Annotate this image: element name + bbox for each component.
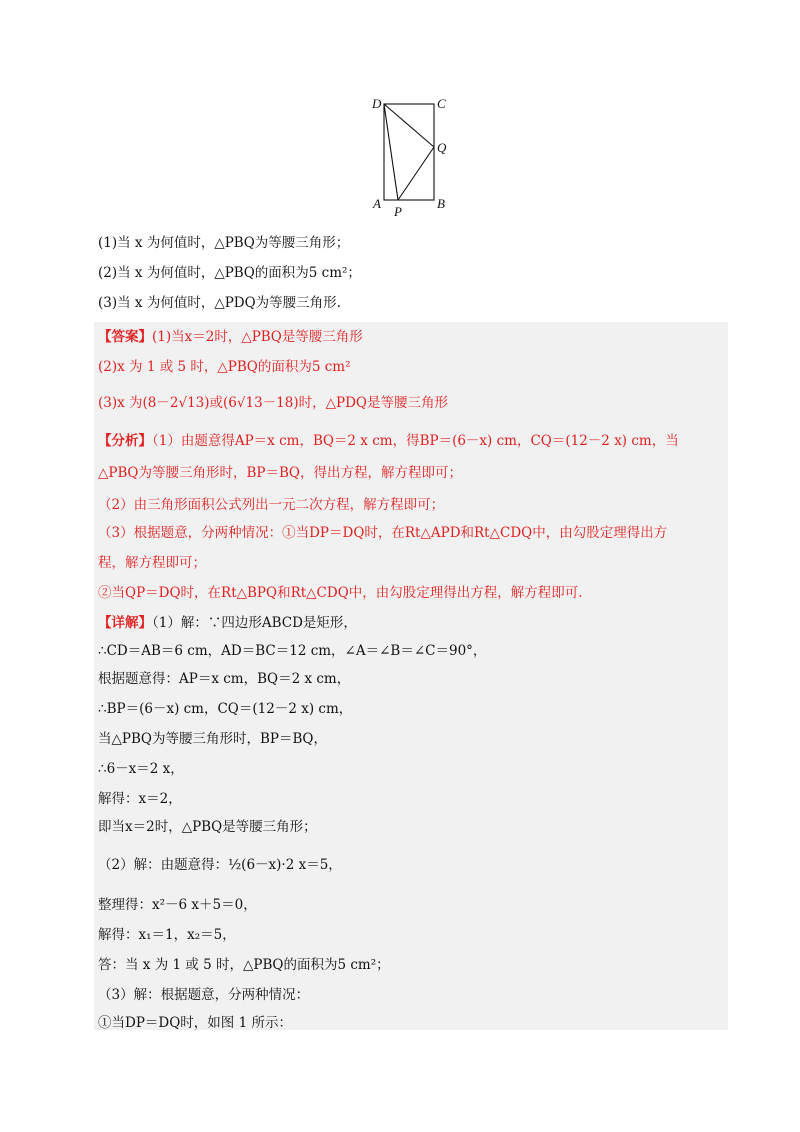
detail-line-0: [98, 614, 357, 632]
detail-line-2: 根据题意得：AP＝x cm，BQ＝2 x cm，: [98, 671, 351, 687]
point-label-d: D: [372, 96, 382, 111]
analysis-line-3: （2）由三角形面积公式列出一元二次方程，解方程即可；: [98, 497, 445, 513]
point-label-b: B: [437, 196, 445, 211]
detail-line-7: 即当x＝2时，△PBQ是等腰三角形；: [98, 819, 317, 835]
segment-dp: [384, 104, 398, 200]
detail-line-4: 当△PBQ为等腰三角形时，BP＝BQ，: [98, 731, 327, 747]
detail-line-9: 整理得：x²－6 x＋5＝0，: [98, 897, 257, 913]
segment-dq: [384, 104, 434, 147]
analysis-line-6: ②当QP＝DQ时，在Rt△BPQ和Rt△CDQ中，由勾股定理得出方程，解方程即可.: [98, 585, 583, 601]
point-label-c: C: [437, 96, 446, 111]
analysis-line-1: [98, 432, 679, 450]
analysis-line-4: （3）根据题意，分两种情况：①当DP＝DQ时，在Rt△APD和Rt△CDQ中，由勾股定理得出方: [98, 525, 668, 541]
analysis-label: 【分析】: [98, 433, 152, 449]
question-3: (3)当 x 为何值时，△PDQ为等腰三角形.: [98, 295, 341, 311]
detail-first-text: （1）解：∵四边形ABCD是矩形，: [152, 615, 357, 631]
analysis-line-2: △PBQ为等腰三角形时，BP＝BQ，得出方程，解方程即可；: [98, 465, 462, 481]
answer-line-2: (2)x 为 1 或 5 时，△PBQ的面积为5 cm²: [98, 359, 351, 375]
rectangle-figure: [360, 92, 470, 220]
point-label-a: A: [373, 196, 381, 211]
segment-pq: [398, 147, 434, 200]
point-label-q: Q: [437, 140, 447, 155]
detail-line-5: ∴6－x＝2 x，: [98, 761, 184, 777]
detail-line-3: ∴BP＝(6－x) cm，CQ＝(12－2 x) cm，: [98, 701, 353, 717]
detail-line-6: 解得：x＝2，: [98, 791, 182, 807]
answer-line-3: (3)x 为(8－2√13)或(6√13－18)时，△PDQ是等腰三角形: [98, 395, 448, 411]
detail-line-13: ①当DP＝DQ时，如图 1 所示：: [98, 1015, 292, 1031]
question-2: (2)当 x 为何值时，△PBQ的面积为5 cm²；: [98, 265, 361, 281]
detail-line-12: （3）解：根据题意，分两种情况：: [98, 987, 310, 1003]
answer-line-1: [98, 328, 363, 346]
analysis-line-5: 程，解方程即可；: [98, 555, 206, 571]
detail-line-10: 解得：x₁＝1，x₂＝5，: [98, 927, 236, 943]
detail-line-1: ∴CD＝AB＝6 cm，AD＝BC＝12 cm，∠A＝∠B＝∠C＝90°，: [98, 643, 487, 659]
answer-label: 【答案】: [98, 329, 152, 345]
analysis-text-1: （1）由题意得AP＝x cm，BQ＝2 x cm，得BP＝(6－x) cm，CQ＝(12－2 x) cm，当: [152, 433, 679, 449]
detail-line-11: 答：当 x 为 1 或 5 时，△PBQ的面积为5 cm²；: [98, 957, 390, 973]
answer-text-1: (1)当x＝2时，△PBQ是等腰三角形: [152, 329, 363, 345]
detail-label: 【详解】: [98, 615, 152, 631]
question-1: (1)当 x 为何值时，△PBQ为等腰三角形；: [98, 235, 350, 251]
point-label-p: P: [394, 204, 402, 219]
detail-line-8: （2）解：由题意得：½(6－x)·2 x＝5，: [98, 857, 342, 873]
